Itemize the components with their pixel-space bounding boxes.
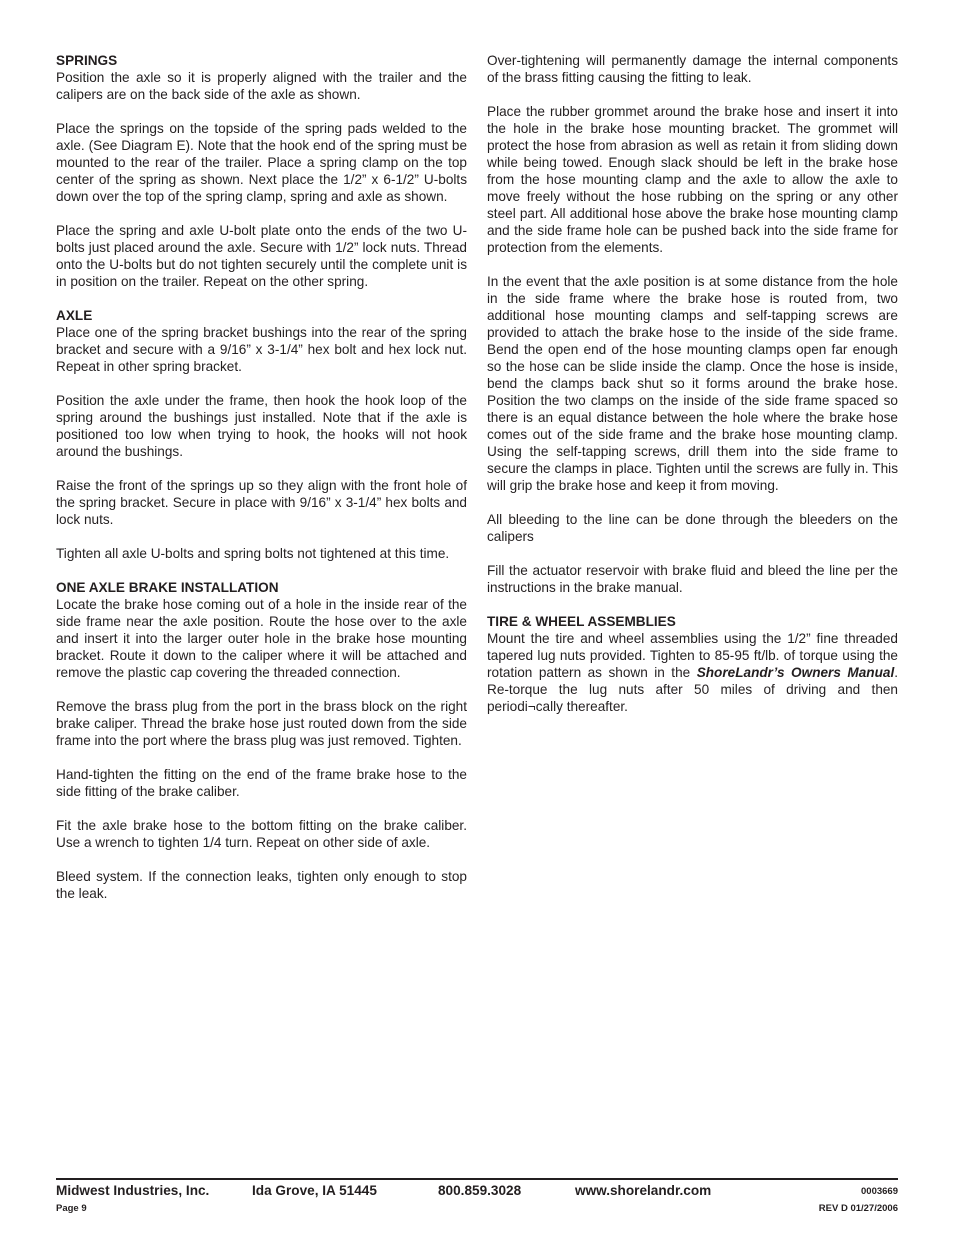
footer-doc-number: 0003669 (861, 1186, 898, 1197)
footer-website: www.shorelandr.com (575, 1183, 712, 1198)
brake-heading: ONE AXLE BRAKE INSTALLATION (56, 580, 279, 595)
brake-paragraph-4: Fit the axle brake hose to the bottom fitting on the brake caliber. Use a wrench to tighten 1/4 turn. Repeat on other side of axle. (56, 818, 467, 850)
axle-paragraph-4: Tighten all axle U-bolts and spring bolts not tightened at this time. (56, 546, 450, 561)
brake-paragraph-5: Bleed system. If the connection leaks, tighten only enough to stop the leak. (56, 869, 467, 901)
footer-phone: 800.859.3028 (438, 1183, 522, 1198)
footer-page-number: Page 9 (56, 1203, 87, 1214)
brake-paragraph-1: Locate the brake hose coming out of a hole in the inside rear of the side frame near the axle position. Route the hose over to the axle and insert it into the larger outer hole in the brake hose mounting bracket. Route it down to the caliper where it will be attached and remove the plastic cap covering the threaded connection. (56, 597, 467, 680)
left-column (56, 52, 467, 919)
right-paragraph-5: Fill the actuator reservoir with brake fluid and bleed the line per the instructions in the brake manual. (487, 563, 898, 595)
footer-company: Midwest Industries, Inc. (56, 1183, 210, 1198)
footer-divider (56, 1178, 898, 1180)
brake-paragraph-3: Hand-tighten the fitting on the end of the frame brake hose to the side fitting of the brake caliber. (56, 767, 467, 799)
footer-revision: REV D 01/27/2006 (818, 1203, 898, 1214)
tire-text-after: . Re-torque the lug nuts after 50 miles of driving and then periodi¬cally thereafter. (487, 665, 899, 714)
springs-paragraph-2: Place the springs on the topside of the spring pads welded to the axle. (See Diagram E). Note that the hook end of the spring must be mounted to the rear of the trailer. Place a spring clamp on the top center of the spring as shown. Next place the 1/2” x 6-1/2” U-bolts down over the top of the spring clamp, spring and axle as shown. (56, 121, 467, 204)
tire-heading: TIRE & WHEEL ASSEMBLIES (487, 614, 676, 629)
right-paragraph-2: Place the rubber grommet around the brake hose and insert it into the hole in the brake hose mounting bracket. The grommet will protect the hose from abrasion as well as retain it from sliding down while being towed. Enough slack should be left in the brake hose from the hose mounting clamp and the axle to allow the axle to move freely without the hose rubbing on the spring or any other steel part. All additional hose above the brake hose mounting clamp and the side frame hole can be pushed back into the side frame for protection from the elements. (487, 104, 898, 255)
right-paragraph-1: Over-tightening will permanently damage the internal components of the brass fitting causing the fitting to leak. (487, 53, 898, 85)
axle-paragraph-3: Raise the front of the springs up so they align with the front hole of the spring bracket. Secure in place with 9/16” x 3-1/4” hex bolts and lock nuts. (56, 478, 467, 527)
axle-paragraph-2: Position the axle under the frame, then hook the hook loop of the spring around the bushings just installed. Note that if the axle is positioned too low when trying to hook, the hooks will not hook around the bushings. (56, 393, 467, 459)
axle-paragraph-1: Place one of the spring bracket bushings into the rear of the spring bracket and secure with a 9/16” x 3-1/4” hex bolt and hex lock nut. Repeat in other spring bracket. (56, 325, 467, 374)
springs-paragraph-1: Position the axle so it is properly aligned with the trailer and the calipers are on the back side of the axle as shown. (56, 70, 467, 102)
springs-heading: SPRINGS (56, 53, 118, 68)
right-paragraph-3: In the event that the axle position is at some distance from the hole in the side frame where the brake hose is routed from, two additional hose mounting clamps and self-tapping screws are provided to attach the brake hose to the inside of the side frame. Bend the open end of the hose mounting clamps open far enough so the hose can be slide inside the clamp. Once the hose is inside, bend the clamps back shut so it forms around the brake hose. Position the two clamps on the inside of the side frame spaced so there is an equal distance between the hole where the brake hose comes out of the side frame and the brake hose mounting clamp. Using the self-tapping screws, drill them into the side frame to secure the clamps in place. Tighten until the screws are fully in. This will grip the brake hose and keep it from moving. (487, 274, 898, 493)
springs-paragraph-3: Place the spring and axle U-bolt plate onto the ends of the two U-bolts just placed around the axle. Secure with 1/2” lock nuts. Thread onto the U-bolts but do not tighten securely until the complete unit is in position on the trailer. Repeat on the other spring. (56, 223, 467, 289)
tire-paragraph (487, 630, 898, 715)
owners-manual-title: ShoreLandr’s Owners Manual (696, 665, 895, 680)
right-column (487, 52, 898, 732)
tire-text-before: Mount the tire and wheel assemblies using the 1/2” fine threaded tapered lug nuts provided. Tighten to 85-95 ft/lb. of torque using the rotation pattern as shown in the (487, 631, 898, 680)
brake-paragraph-2: Remove the brass plug from the port in the brass block on the right brake caliper. Thread the brake hose just routed down from the side frame into the port where the brass plug was just removed. Tighten. (56, 699, 467, 748)
right-paragraph-4: All bleeding to the line can be done through the bleeders on the calipers (487, 512, 898, 544)
axle-heading: AXLE (56, 308, 93, 323)
footer-location: Ida Grove, IA 51445 (252, 1183, 377, 1198)
